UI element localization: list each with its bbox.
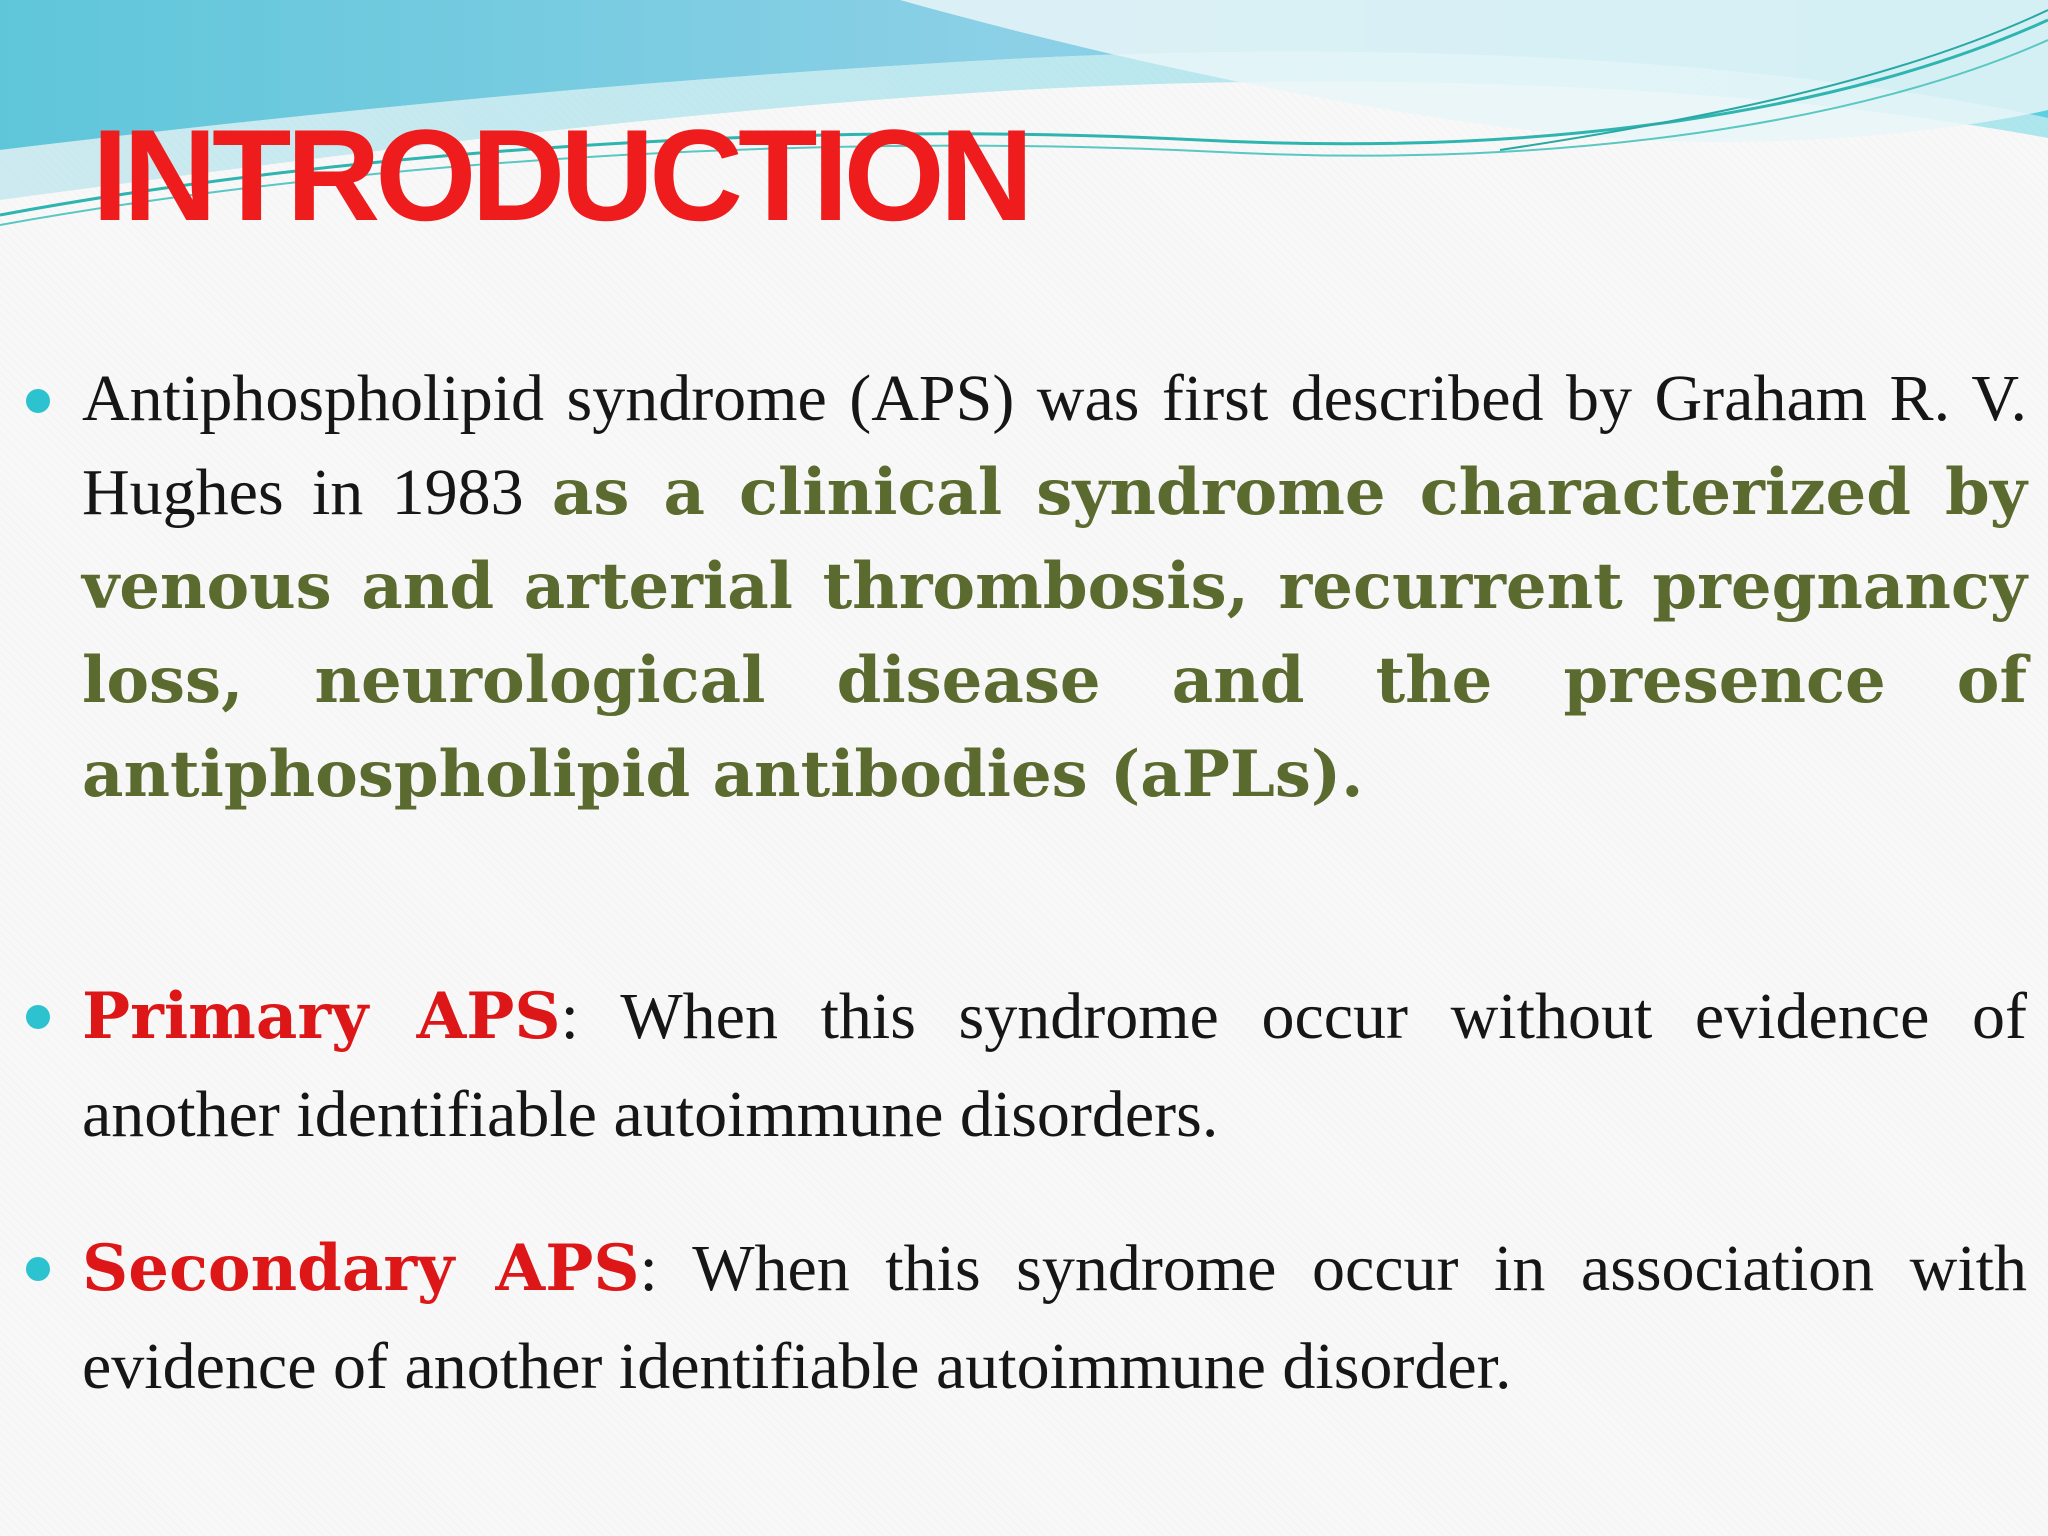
bullet-list (82, 352, 2027, 1416)
page-title: INTRODUCTION (92, 102, 1029, 248)
list-item (82, 352, 2027, 822)
bullet-intro-text: Antiphospholipid syndrome (APS) was first described by Graham R. V. Hughes in 1983 (82, 362, 2027, 529)
bullet-icon (26, 1005, 50, 1029)
list-item (82, 1220, 2027, 1416)
secondary-aps-term: Secondary APS (82, 1231, 640, 1306)
list-item (82, 968, 2027, 1164)
primary-aps-definition: : When this syndrome occur without evidence of another identifiable autoimmune disorders. (82, 980, 2027, 1151)
secondary-aps-definition: : When this syndrome occur in association with evidence of another identifiable autoimmune disorder. (82, 1232, 2028, 1403)
bullet-icon (26, 1257, 50, 1281)
bullet-emphasis-text: as a clinical syndrome characterized by venous and arterial thrombosis, recurrent pregnancy loss, neurological disease and the presence of antiphospholipid antibodies (aPLs). (82, 455, 2027, 812)
primary-aps-term: Primary APS (82, 979, 561, 1054)
bullet-icon (26, 389, 50, 413)
